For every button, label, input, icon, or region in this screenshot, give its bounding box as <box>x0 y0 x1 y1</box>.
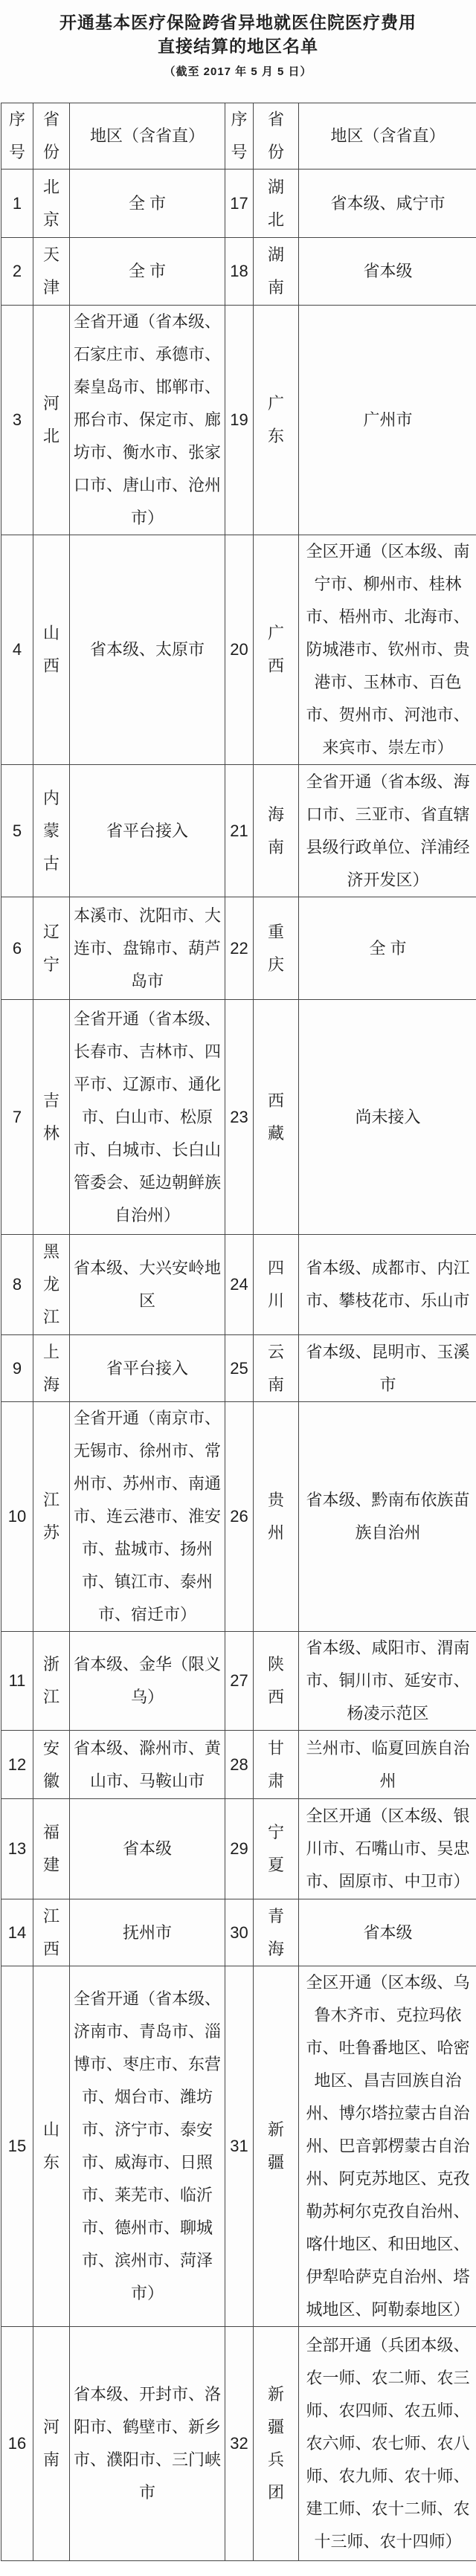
province-cell: 海南 <box>254 765 299 897</box>
region-cell: 省本级 <box>70 1799 225 1899</box>
row-no-cell: 18 <box>225 238 254 306</box>
table-row <box>1 238 476 306</box>
region-cell: 省本级、黔南布依族苗族自治州 <box>299 1402 476 1632</box>
table-row <box>1 2327 476 2561</box>
region-cell: 省平台接入 <box>70 1335 225 1402</box>
province-cell: 江西 <box>33 1899 70 1966</box>
row-no-cell: 21 <box>225 765 254 897</box>
table-row <box>1 306 476 535</box>
region-cell: 全省开通（省本级、长春市、吉林市、四平市、辽源市、通化市、白山市、松原市、白城市、长白山管委会、延边朝鲜族自治州） <box>70 1000 225 1235</box>
header-no-right: 序号 <box>225 103 254 170</box>
province-cell: 广西 <box>254 535 299 765</box>
province-cell: 西藏 <box>254 1000 299 1235</box>
region-cell: 省本级、昆明市、玉溪市 <box>299 1335 476 1402</box>
province-cell: 四川 <box>254 1235 299 1335</box>
province-cell: 新疆 <box>254 1966 299 2327</box>
province-cell: 河北 <box>33 306 70 535</box>
province-cell: 贵州 <box>254 1402 299 1632</box>
title-line-1: 开通基本医疗保险跨省异地就医住院医疗费用 <box>0 10 476 34</box>
province-cell: 安徽 <box>33 1731 70 1799</box>
province-cell: 甘肃 <box>254 1731 299 1799</box>
row-no-cell: 4 <box>1 535 33 765</box>
document-title <box>0 0 476 83</box>
region-cell: 本溪市、沈阳市、大连市、盘锦市、葫芦岛市 <box>70 897 225 1000</box>
province-cell: 云南 <box>254 1335 299 1402</box>
row-no-cell: 17 <box>225 170 254 238</box>
row-no-cell: 10 <box>1 1402 33 1632</box>
table-row <box>1 170 476 238</box>
header-region-left: 地区（含省直） <box>70 103 225 170</box>
region-table <box>1 103 476 2561</box>
province-cell: 黑龙江 <box>33 1235 70 1335</box>
province-cell: 内蒙古 <box>33 765 70 897</box>
region-cell: 全区开通（区本级、乌鲁木齐市、克拉玛依市、吐鲁番地区、哈密地区、昌吉回族自治州、博尔塔拉蒙古自治州、巴音郭楞蒙古自治州、阿克苏地区、克孜勒苏柯尔克孜自治州、喀什地区、和田地区、伊犁哈萨克自治州、塔城地区、阿勒泰地区） <box>299 1966 476 2327</box>
table-row <box>1 1731 476 1799</box>
table-row <box>1 1966 476 2327</box>
row-no-cell: 13 <box>1 1799 33 1899</box>
row-no-cell: 19 <box>225 306 254 535</box>
row-no-cell: 26 <box>225 1402 254 1632</box>
row-no-cell: 22 <box>225 897 254 1000</box>
table-row <box>1 1899 476 1966</box>
title-line-2: 直接结算的地区名单 <box>0 34 476 58</box>
row-no-cell: 16 <box>1 2327 33 2561</box>
row-no-cell: 24 <box>225 1235 254 1335</box>
region-cell: 省本级、太原市 <box>70 535 225 765</box>
table-row <box>1 1235 476 1335</box>
row-no-cell: 12 <box>1 1731 33 1799</box>
province-cell: 青海 <box>254 1899 299 1966</box>
region-cell: 省本级、咸阳市、渭南市、铜川市、延安市、杨凌示范区 <box>299 1632 476 1731</box>
province-cell: 浙江 <box>33 1632 70 1731</box>
province-cell: 辽宁 <box>33 897 70 1000</box>
row-no-cell: 23 <box>225 1000 254 1235</box>
table-header-row <box>1 103 476 170</box>
province-cell: 湖北 <box>254 170 299 238</box>
header-province-left: 省份 <box>33 103 70 170</box>
region-cell: 全省开通（省本级、石家庄市、承德市、秦皇岛市、邯郸市、邢台市、保定市、廊坊市、衡水市、张家口市、唐山市、沧州市） <box>70 306 225 535</box>
province-cell: 新疆兵团 <box>254 2327 299 2561</box>
province-cell: 陕西 <box>254 1632 299 1731</box>
region-cell: 省本级、咸宁市 <box>299 170 476 238</box>
date-note: （截至 2017 年 5 月 5 日） <box>0 61 476 83</box>
row-no-cell: 2 <box>1 238 33 306</box>
table-row <box>1 535 476 765</box>
region-cell: 全 市 <box>70 170 225 238</box>
province-cell: 山东 <box>33 1966 70 2327</box>
region-cell: 省本级 <box>299 1899 476 1966</box>
row-no-cell: 8 <box>1 1235 33 1335</box>
province-cell: 重庆 <box>254 897 299 1000</box>
province-cell: 广东 <box>254 306 299 535</box>
province-cell: 福建 <box>33 1799 70 1899</box>
province-cell: 天津 <box>33 238 70 306</box>
row-no-cell: 5 <box>1 765 33 897</box>
province-cell: 山西 <box>33 535 70 765</box>
province-cell: 河南 <box>33 2327 70 2561</box>
row-no-cell: 27 <box>225 1632 254 1731</box>
region-cell: 全区开通（区本级、银川市、石嘴山市、吴忠市、固原市、中卫市） <box>299 1799 476 1899</box>
region-cell: 兰州市、临夏回族自治州 <box>299 1731 476 1799</box>
region-cell: 省本级、成都市、内江市、攀枝花市、乐山市 <box>299 1235 476 1335</box>
row-no-cell: 1 <box>1 170 33 238</box>
table-row <box>1 1632 476 1731</box>
province-cell: 吉林 <box>33 1000 70 1235</box>
row-no-cell: 29 <box>225 1799 254 1899</box>
province-cell: 宁夏 <box>254 1799 299 1899</box>
table-row <box>1 1799 476 1899</box>
region-cell: 省本级、大兴安岭地区 <box>70 1235 225 1335</box>
region-cell: 全 市 <box>70 238 225 306</box>
table-row <box>1 897 476 1000</box>
row-no-cell: 9 <box>1 1335 33 1402</box>
region-cell: 省本级、滁州市、黄山市、马鞍山市 <box>70 1731 225 1799</box>
row-no-cell: 31 <box>225 1966 254 2327</box>
table-row <box>1 1402 476 1632</box>
row-no-cell: 11 <box>1 1632 33 1731</box>
province-cell: 上海 <box>33 1335 70 1402</box>
row-no-cell: 25 <box>225 1335 254 1402</box>
row-no-cell: 7 <box>1 1000 33 1235</box>
row-no-cell: 3 <box>1 306 33 535</box>
row-no-cell: 15 <box>1 1966 33 2327</box>
region-cell: 省本级、金华（限义乌） <box>70 1632 225 1731</box>
region-cell: 省本级、开封市、洛阳市、鹤壁市、新乡市、濮阳市、三门峡市 <box>70 2327 225 2561</box>
region-cell: 全 市 <box>299 897 476 1000</box>
header-region-right: 地区（含省直） <box>299 103 476 170</box>
region-cell: 全省开通（省本级、济南市、青岛市、淄博市、枣庄市、东营市、烟台市、潍坊市、济宁市、泰安市、威海市、日照市、莱芜市、临沂市、德州市、聊城市、滨州市、菏泽市） <box>70 1966 225 2327</box>
row-no-cell: 14 <box>1 1899 33 1966</box>
region-cell: 全省开通（南京市、无锡市、徐州市、常州市、苏州市、南通市、连云港市、淮安市、盐城市、扬州市、镇江市、泰州市、宿迁市） <box>70 1402 225 1632</box>
table-row <box>1 1335 476 1402</box>
table-row <box>1 1000 476 1235</box>
row-no-cell: 30 <box>225 1899 254 1966</box>
region-cell: 全省开通（省本级、海口市、三亚市、省直辖县级行政单位、洋浦经济开发区） <box>299 765 476 897</box>
region-cell: 抚州市 <box>70 1899 225 1966</box>
region-cell: 省平台接入 <box>70 765 225 897</box>
region-cell: 尚未接入 <box>299 1000 476 1235</box>
header-no-left: 序号 <box>1 103 33 170</box>
province-cell: 北京 <box>33 170 70 238</box>
region-cell: 省本级 <box>299 238 476 306</box>
province-cell: 江苏 <box>33 1402 70 1632</box>
row-no-cell: 6 <box>1 897 33 1000</box>
row-no-cell: 32 <box>225 2327 254 2561</box>
row-no-cell: 28 <box>225 1731 254 1799</box>
table-row <box>1 765 476 897</box>
row-no-cell: 20 <box>225 535 254 765</box>
header-province-right: 省份 <box>254 103 299 170</box>
region-cell: 广州市 <box>299 306 476 535</box>
province-cell: 湖南 <box>254 238 299 306</box>
region-cell: 全区开通（区本级、南宁市、柳州市、桂林市、梧州市、北海市、防城港市、钦州市、贵港市、玉林市、百色市、贺州市、河池市、来宾市、崇左市） <box>299 535 476 765</box>
region-cell: 全部开通（兵团本级、农一师、农二师、农三师、农四师、农五师、农六师、农七师、农八师、农九师、农十师、建工师、农十二师、农十三师、农十四师） <box>299 2327 476 2561</box>
